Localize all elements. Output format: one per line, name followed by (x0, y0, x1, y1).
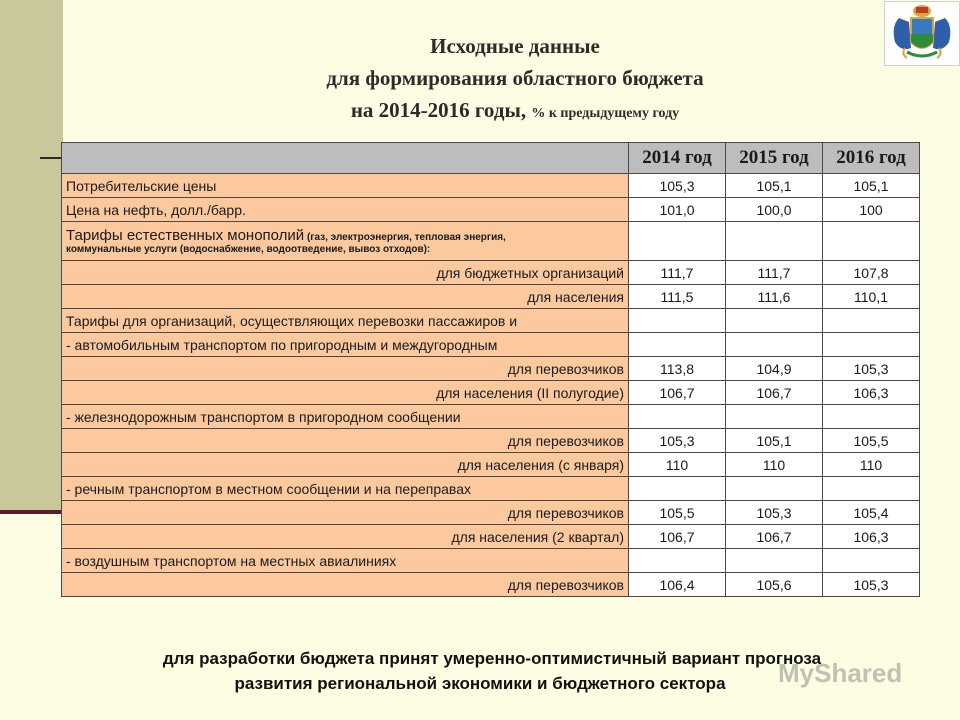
table-row (62, 261, 920, 285)
value-2015: 111,6 (726, 285, 823, 309)
table-row (62, 174, 920, 198)
row-label-main: Тарифы естественных монополий (66, 227, 305, 244)
title-line-2: для формирования областного бюджета (326, 66, 704, 90)
left-tick-line (40, 157, 63, 159)
table-row (62, 309, 920, 333)
value-2014 (629, 222, 726, 261)
row-label: для населения (II полугодие) (62, 381, 629, 405)
table-row (62, 357, 920, 381)
value-2015: 110 (726, 453, 823, 477)
footer-line-2: развития региональной экономики и бюджетного сектора (234, 674, 726, 693)
value-2014 (629, 309, 726, 333)
header-cell-2016: 2016 год (823, 143, 920, 174)
value-2015: 105,1 (726, 174, 823, 198)
value-2014: 111,5 (629, 285, 726, 309)
value-2015 (726, 222, 823, 261)
row-label: для населения (с января) (62, 453, 629, 477)
value-2016 (823, 477, 920, 501)
title-line-3-main: на 2014-2016 годы, (350, 98, 527, 122)
value-2014 (629, 333, 726, 357)
table-row (62, 429, 920, 453)
value-2014: 101,0 (629, 198, 726, 222)
value-2016: 105,3 (823, 357, 920, 381)
row-label: - воздушным транспортом на местных авиалиниях (62, 549, 629, 573)
value-2014 (629, 549, 726, 573)
footer-line-1: для разработки бюджета принят умеренно-оптимистичный вариант прогноза (162, 649, 822, 668)
value-2016 (823, 222, 920, 261)
title-line-3-suffix: % к предыдущему году (531, 106, 680, 121)
value-2014 (629, 477, 726, 501)
value-2016 (823, 405, 920, 429)
value-2014: 106,7 (629, 525, 726, 549)
value-2016: 105,3 (823, 573, 920, 597)
watermark-logo: MyShared (778, 658, 903, 688)
left-bar-underline (0, 510, 63, 514)
value-2015: 105,3 (726, 501, 823, 525)
table-row (62, 453, 920, 477)
row-label: для населения (62, 285, 629, 309)
value-2015: 111,7 (726, 261, 823, 285)
value-2014: 106,7 (629, 381, 726, 405)
header-cell-empty (62, 143, 629, 174)
row-label: для бюджетных организаций (62, 261, 629, 285)
table-row (62, 381, 920, 405)
row-label: Тарифы для организаций, осуществляющих перевозки пассажиров и (62, 309, 629, 333)
value-2016 (823, 549, 920, 573)
value-2015 (726, 549, 823, 573)
value-2016: 105,4 (823, 501, 920, 525)
title-line-1: Исходные данные (430, 34, 600, 58)
table-row (62, 333, 920, 357)
value-2015 (726, 333, 823, 357)
budget-source-data-table (61, 142, 920, 597)
row-label-note: (газ, электроэнергия, тепловая энергия, (304, 232, 506, 243)
value-2015: 105,1 (726, 429, 823, 453)
row-label: Потребительские цены (62, 174, 629, 198)
value-2016: 106,3 (823, 525, 920, 549)
table-row (62, 285, 920, 309)
value-2015: 100,0 (726, 198, 823, 222)
table-row (62, 198, 920, 222)
value-2014: 111,7 (629, 261, 726, 285)
row-label: для перевозчиков (62, 573, 629, 597)
value-2014 (629, 405, 726, 429)
value-2014: 105,3 (629, 429, 726, 453)
table-row (62, 525, 920, 549)
table-row (62, 405, 920, 429)
value-2016: 110 (823, 453, 920, 477)
value-2015 (726, 405, 823, 429)
row-label: для перевозчиков (62, 501, 629, 525)
value-2014: 105,5 (629, 501, 726, 525)
value-2015: 106,7 (726, 381, 823, 405)
row-label: - железнодорожным транспортом в пригородном сообщении (62, 405, 629, 429)
value-2015: 106,7 (726, 525, 823, 549)
table-row (62, 501, 920, 525)
row-label-line-2: коммунальные услуги (водоснабжение, водоотведение, вывоз отходов): (66, 244, 431, 255)
value-2016: 110,1 (823, 285, 920, 309)
row-label: для перевозчиков (62, 429, 629, 453)
value-2015: 105,6 (726, 573, 823, 597)
table-row (62, 222, 920, 261)
row-label: - речным транспортом в местном сообщении и на переправах (62, 477, 629, 501)
value-2016: 107,8 (823, 261, 920, 285)
row-label (62, 222, 629, 261)
row-label: Цена на нефть, долл./барр. (62, 198, 629, 222)
value-2015: 104,9 (726, 357, 823, 381)
value-2016 (823, 333, 920, 357)
value-2014: 113,8 (629, 357, 726, 381)
table-row (62, 477, 920, 501)
value-2016 (823, 309, 920, 333)
row-label: - автомобильным транспортом по пригородным и междугородным (62, 333, 629, 357)
table-row (62, 549, 920, 573)
row-label: для населения (2 квартал) (62, 525, 629, 549)
header-cell-2015: 2015 год (726, 143, 823, 174)
header-cell-2014: 2014 год (629, 143, 726, 174)
value-2014: 105,3 (629, 174, 726, 198)
value-2016: 105,5 (823, 429, 920, 453)
table-row (62, 573, 920, 597)
value-2014: 106,4 (629, 573, 726, 597)
row-label: для перевозчиков (62, 357, 629, 381)
table-header-row (62, 143, 920, 174)
value-2016: 105,1 (823, 174, 920, 198)
value-2016: 106,3 (823, 381, 920, 405)
value-2015 (726, 477, 823, 501)
value-2016: 100 (823, 198, 920, 222)
value-2014: 110 (629, 453, 726, 477)
value-2015 (726, 309, 823, 333)
title-line-3 (40, 98, 960, 123)
